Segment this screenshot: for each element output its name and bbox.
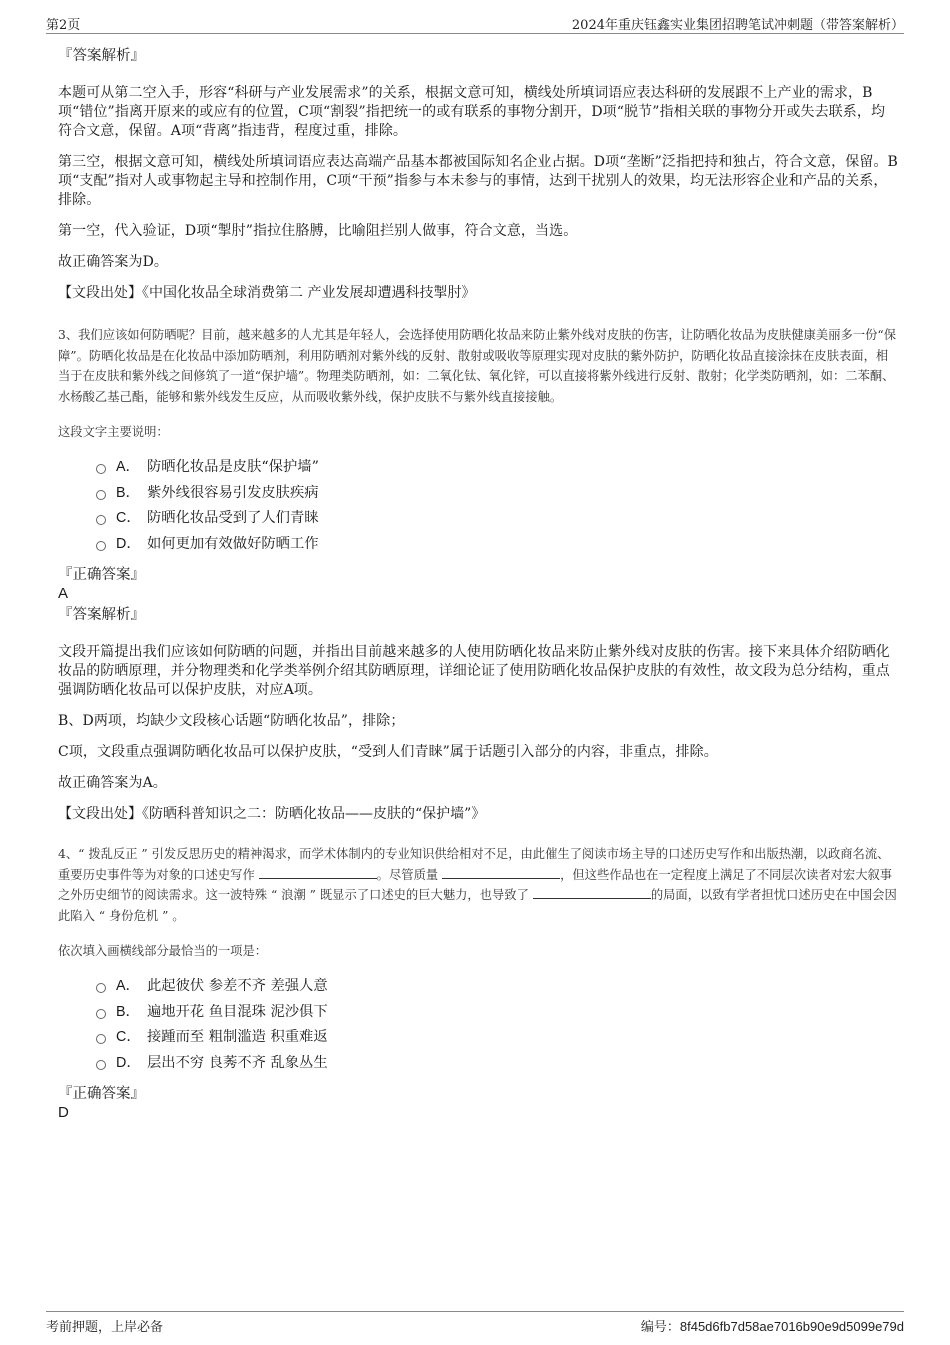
radio-icon[interactable] [96, 1009, 106, 1019]
q3-answer-conclusion: 故正确答案为A。 [58, 775, 167, 791]
q4-option-c[interactable]: C． 接踵而至 粗制滥造 积重难返 [96, 1025, 898, 1051]
q4-options [96, 974, 898, 1076]
radio-icon[interactable] [96, 464, 106, 474]
q4-prompt: 依次填入画横线部分最恰当的一项是： [58, 944, 268, 958]
q3-option-a[interactable]: A． 防晒化妆品是皮肤“保护墙” [96, 455, 898, 481]
page-header [46, 14, 904, 34]
radio-icon[interactable] [96, 490, 106, 500]
q3-option-b[interactable]: B． 紫外线很容易引发皮肤疾病 [96, 481, 898, 507]
q4-stem: 4、“ 拨乱反正 ” 引发反思历史的精神渴求，而学术体制内的专业知识供给相对不足，由此催生了阅读市场主导的口述历史写作和出版热潮，以政商名流、重要历史事件等为对象的口述史写作 。尽管质量 ，但这些作品也在一定程度上满足了不同层次读者对宏大叙事之外历史细节的阅读需求。这一波特殊 “ 浪潮 ” 既显示了口述史的巨大魅力，也导致了 的局面，以致有学者担忧口述历史在中国会因此陷入 “ 身份危机 ” 。 [58, 847, 897, 923]
q2-analysis-paragraph-3: 第一空，代入验证，D项“掣肘”指拉住胳膊，比喻阻拦别人做事，符合文意，当选。 [58, 223, 578, 239]
q3-analysis-paragraph-2: B、D两项，均缺少文段核心话题“防晒化妆品”，排除； [58, 713, 405, 729]
page-footer [46, 1311, 904, 1334]
q4-option-a[interactable]: A． 此起彼伏 参差不齐 差强人意 [96, 974, 898, 1000]
fill-blank-3 [533, 886, 651, 899]
q3-source: 【文段出处】《防晒科普知识之二：防晒化妆品——皮肤的“保护墙”》 [58, 806, 486, 822]
radio-icon[interactable] [96, 1034, 106, 1044]
q3-analysis-paragraph-3: C项，文段重点强调防晒化妆品可以保护皮肤，“受到人们青睐”属于话题引入部分的内容，非重点，排除。 [58, 744, 718, 760]
q3-options [96, 455, 898, 557]
radio-icon[interactable] [96, 515, 106, 525]
q3-stem: 3、我们应该如何防晒呢？目前，越来越多的人尤其是年轻人，会选择使用防晒化妆品来防止紫外线对皮肤的伤害，让防晒化妆品为皮肤健康美丽多一份“保障”。防晒化妆品是在化妆品中添加防晒剂，利用防晒剂对紫外线的反射、散射或吸收等原理实现对皮肤的紫外防护，防晒化妆品直接涂抹在皮肤表面，相当于在皮肤和紫外线之间修筑了一道“保护墙”。物理类防晒剂，如：二氧化钛、氧化锌，可以直接将紫外线进行反射、散射；化学类防晒剂，如：二苯酮、水杨酸乙基己酯，能够和紫外线发生反应，从而吸收紫外线，保护皮肤不与紫外线直接接触。 [58, 328, 897, 404]
fill-blank-2 [442, 866, 560, 879]
q4-option-b[interactable]: B． 遍地开花 鱼目混珠 泥沙俱下 [96, 1000, 898, 1026]
page-number: 第2页 [46, 18, 81, 33]
q2-answer-conclusion: 故正确答案为D。 [58, 254, 169, 270]
q4-answer: D [58, 1104, 69, 1121]
q3-option-d[interactable]: D． 如何更加有效做好防晒工作 [96, 532, 898, 558]
q2-source: 【文段出处】《中国化妆品全球消费第二 产业发展却遭遇科技掣肘》 [58, 285, 476, 301]
radio-icon[interactable] [96, 541, 106, 551]
q3-answer: A [58, 585, 69, 602]
q3-analysis-heading: 『答案解析』 [58, 607, 145, 623]
q2-analysis-heading: 『答案解析』 [58, 48, 145, 64]
footer-slogan: 考前押题，上岸必备 [46, 1320, 164, 1335]
q3-option-c[interactable]: C． 防晒化妆品受到了人们青睐 [96, 506, 898, 532]
q4-answer-heading: 『正确答案』 [58, 1086, 145, 1102]
q2-analysis-paragraph-1: 本题可从第二空入手，形容“科研与产业发展需求”的关系，根据文意可知，横线处所填词语应表达科研的发展跟不上产业的需求，B项“错位”指离开原来的或应有的位置，C项“割裂”指把统一的或有联系的事物分割开，D项“脱节”指相关联的事物分开或失去联系，均符合文意，保留。A项“背离”指违背，程度过重，排除。 [58, 85, 886, 139]
q2-analysis-paragraph-2: 第三空，根据文意可知，横线处所填词语应表达高端产品基本都被国际知名企业占据。D项“垄断”泛指把持和独占，符合文意，保留。B项“支配”指对人或事物起主导和控制作用，C项“干预”指参与本未参与的事情，达到干扰别人的效果，均无法形容企业和产品的关系，排除。 [58, 154, 898, 208]
q3-analysis-paragraph-1: 文段开篇提出我们应该如何防晒的问题，并指出目前越来越多的人使用防晒化妆品来防止紫外线对皮肤的伤害。接下来具体介绍防晒化妆品的防晒原理，并分物理类和化学类举例介绍其防晒原理，详细论证了使用防晒化妆品保护皮肤的有效性，故文段为总分结构，重点强调防晒化妆品可以保护皮肤，对应A项。 [58, 644, 890, 698]
document-code: 编号：8f45d6fb7d58ae7016b90e9d5099e79d [640, 1319, 904, 1335]
radio-icon[interactable] [96, 983, 106, 993]
radio-icon[interactable] [96, 1060, 106, 1070]
q3-answer-heading: 『正确答案』 [58, 567, 145, 583]
page-content [58, 46, 898, 1128]
q4-option-d[interactable]: D． 层出不穷 良莠不齐 乱象丛生 [96, 1051, 898, 1077]
document-title: 2024年重庆钰鑫实业集团招聘笔试冲刺题（带答案解析） [571, 18, 904, 33]
fill-blank-1 [259, 866, 377, 879]
q3-prompt: 这段文字主要说明： [58, 425, 169, 439]
